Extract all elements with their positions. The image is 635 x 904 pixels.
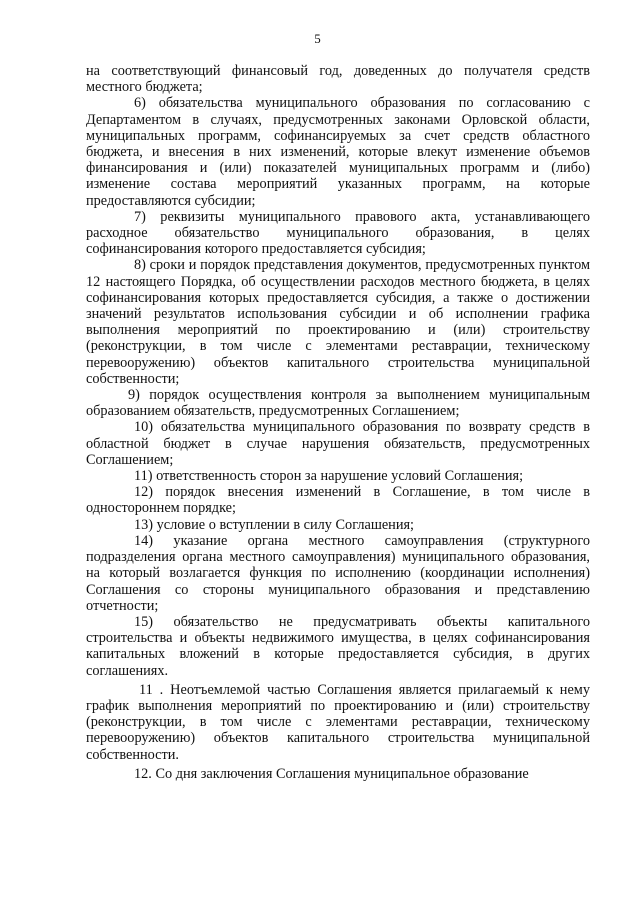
list-item-7: 7) реквизиты муниципального правового акта, устанавливающего расходное обязательство муниципального образования, в целях софинансирования которого предоставляется субсидия;: [86, 208, 590, 258]
list-item-8: 8) сроки и порядок представления документов, предусмотренных пунктом 12 настоящего Порядка, об осуществлении расходов местного бюджета, в целях софинансирования которых предоставляется субсидия, а также о достижении значений результатов использования субсидии и об исполнении графика выполнения мероприятий по проектированию и (или) строительству (реконструкции, в том числе с элементами реставрации, техническому перевооружению) объектов капитального строительства муниципальной собственности;: [86, 257, 590, 387]
list-item-9: 9) порядок осуществления контроля за выполнением муниципальным образованием обязательств, предусмотренных Соглашением;: [86, 387, 590, 420]
list-item-13: 13) условие о вступлении в силу Соглашения;: [134, 516, 415, 533]
page-number: 5: [314, 31, 321, 46]
list-item-14: 14) указание органа местного самоуправления (структурного подразделения органа местного самоуправления) муниципального образования, на который возлагается функция по исполнению (координации исполнения) Соглашения со стороны муниципального образования и представлению отчетности;: [86, 532, 590, 614]
list-item-6: 6) обязательства муниципального образования по согласованию с Департаментом в случаях, предусмотренных законами Орловской области, муниципальных программ, софинансируемых за счет средств областного бюджета, и внесения в них изменений, которые влекут изменение объемов финансирования и (или) показателей муниципальных программ и (либо) изменение состава мероприятий указанных программ, на которые предоставляются субсидии;: [86, 95, 590, 209]
clause-12: 12. Со дня заключения Соглашения муниципальное образование: [134, 765, 529, 782]
list-item-10: 10) обязательства муниципального образования по возврату средств в областной бюджет в случае нарушения обязательств, предусмотренных Соглашением;: [86, 419, 590, 468]
list-item-15: 15) обязательство не предусматривать объекты капитального строительства и объекты недвижимого имущества, в целях софинансирования капитальных вложений в которые предоставляется субсидия, в других соглашениях.: [86, 613, 590, 679]
paragraph-continuation: на соответствующий финансовый год, доведенных до получателя средств местного бюджета;: [86, 63, 590, 96]
list-item-12: 12) порядок внесения изменений в Соглашение, в том числе в одностороннем порядке;: [86, 484, 590, 517]
document-body: [86, 63, 590, 782]
list-item-11: 11) ответственность сторон за нарушение условий Соглашения;: [134, 468, 524, 485]
clause-11: 11 . Неотъемлемой частью Соглашения является прилагаемый к нему график выполнения мероприятий по проектированию и (или) строительству (реконструкции, в том числе с элементами реставрации, техническому перевооружению) объектов капитального строительства муниципальной собственности.: [86, 681, 590, 763]
